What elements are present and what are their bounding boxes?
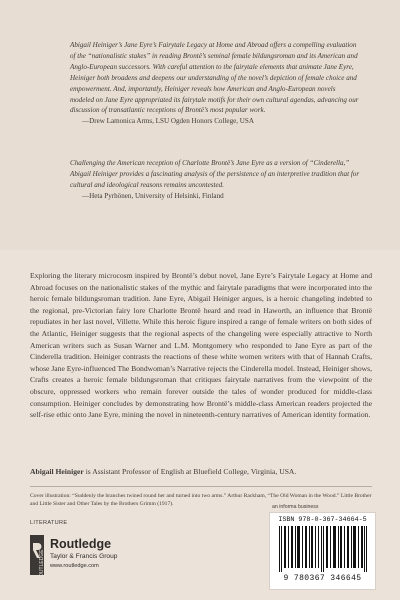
publisher-name: Routledge — [50, 537, 112, 551]
subject-category: LITERATURE — [30, 520, 68, 526]
divider — [30, 486, 372, 487]
isbn-text: ISBN 978-0-367-34664-5 — [278, 516, 367, 524]
barcode-block — [269, 504, 376, 590]
routledge-r-icon — [30, 535, 45, 581]
review-2-text: Challenging the American reception of Charlotte Brontë’s Jane Eyre as a version of “Cinderella,” Abigail Heiniger provides a fascinating analysis of the persistence of an interpretive tradition that for cultural and ideological reasons remains uncontested. — [70, 159, 360, 189]
barcode-icon — [278, 526, 368, 572]
svg-text:ROUTLEDGE: ROUTLEDGE — [39, 549, 45, 581]
review-quote-2 — [70, 158, 360, 202]
publisher-website: www.routledge.com — [50, 563, 99, 569]
author-bio — [30, 466, 372, 477]
author-name: Abigail Heiniger — [30, 467, 84, 476]
review-1-attribution: —Drew Lamonica Arms, LSU Ogden Honors College, USA — [82, 117, 254, 126]
informa-tag: an informa business — [272, 504, 319, 510]
review-2-attribution: —Heta Pyrhönen, University of Helsinki, Finland — [82, 191, 224, 200]
cover-credit: Cover illustration: “Suddenly the branches twined round her and turned into two arms.” Arthur Rackham, “The Old Woman in the Wood.” Little Brother and Little Sister and Other Tales by the Brothers Grimm (1917). — [30, 493, 372, 508]
review-quote-1 — [70, 40, 360, 127]
publisher-logo — [30, 535, 220, 580]
review-1-text: Abigail Heiniger’s Jane Eyre’s Fairytale Legacy at Home and Abroad offers a compelling evaluation of the “nationalistic stakes” in reading Brontë’s seminal female bildungsroman and its American and Anglo-European successors. With careful attention to the fairytale elements that animate Jane Eyre, Heiniger both broadens and deepens our understanding of the novel’s depiction of female choice and empowerment. And, importantly, Heiniger reveals how American and Anglo-European novels modeled on Jane Eyre appropriated its fairytale motifs for their own cultural agendas, advancing our discussion of transatlantic receptions of Brontë’s most popular work. — [70, 41, 359, 115]
barcode-digits: 9 780367 346645 — [283, 574, 362, 583]
publisher-group: Taylor & Francis Group — [50, 553, 118, 560]
book-blurb: Exploring the literary microcosm inspired by Brontë’s debut novel, Jane Eyre’s Fairytale Legacy at Home and Abroad focuses on the nationalistic stakes of the mythic and fairytale paradigms that were incorporated into the heroic female bildungsroman tradition. Jane Eyre, Abigail Heiniger argues, is a heroic changeling indebted to the regional, pre-Victorian fairy lore Charlotte Brontë heard and read in Haworth, an influence that Brontë repudiates in her last novel, Villette. While this heroic figure inspired a range of female writers on both sides of the Atlantic, Heiniger suggests that the regional aspects of the changeling were especially attractive to North American writers such as Susan Warner and L.M. Montgomery who responded to Jane Eyre as part of the Cinderella tradition. Heiniger contrasts the reactions of these white women writers with that of Hannah Crafts, whose Jane Eyre-influenced The Bondwoman’s Narrative rejects the Cinderella model. Instead, Heiniger shows, Crafts creates a heroic female bildungsroman that critiques fairytale narratives from the viewpoint of the obscure, oppressed workers who remain forever outside the tales of wonder produced for middle-class consumption. Heiniger concludes by demonstrating how Brontë’s middle-class American readers projected the self-rise ethic onto Jane Eyre, mining the novel in nineteenth-century narratives of American identity formation. — [30, 271, 372, 420]
author-bio-text: is Assistant Professor of English at Bluefield College, Virginia, USA. — [83, 467, 297, 476]
